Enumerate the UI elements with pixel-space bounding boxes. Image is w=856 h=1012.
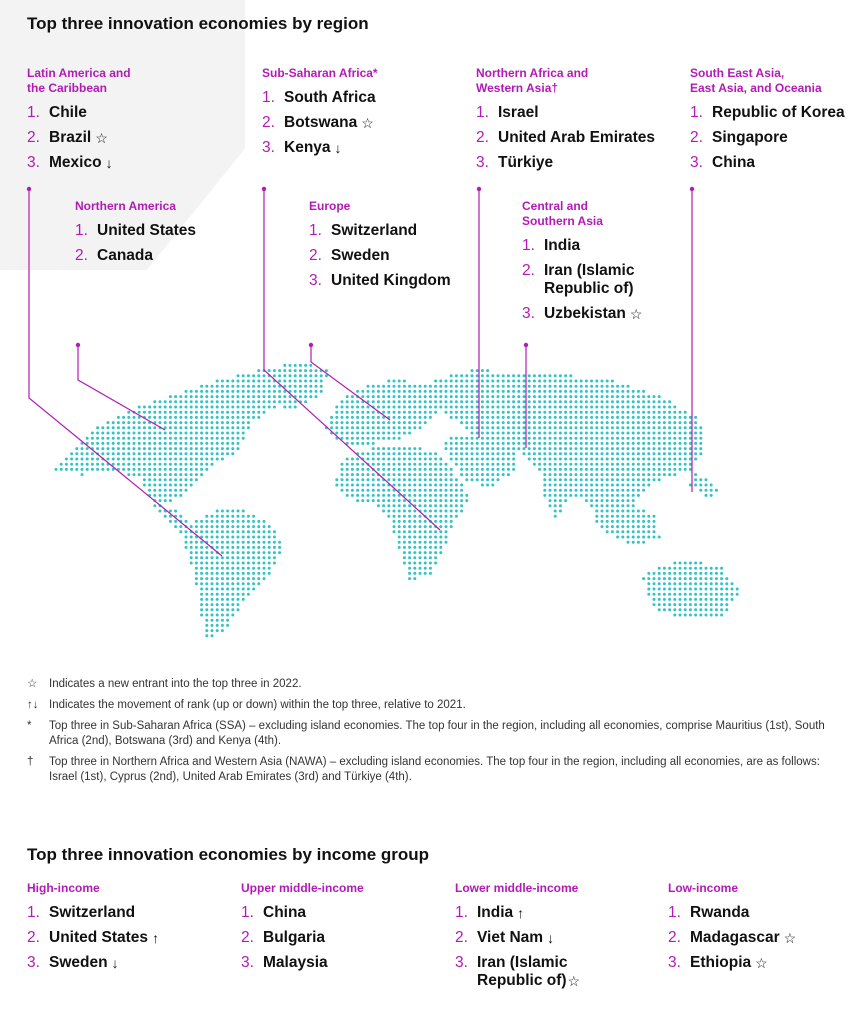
note-symbol: † bbox=[27, 756, 34, 768]
income-heading: Top three innovation economies by income group bbox=[27, 845, 430, 864]
rank-number: 3. bbox=[309, 272, 322, 289]
economy-name: United States bbox=[49, 929, 149, 946]
economy-name: Switzerland bbox=[49, 904, 136, 921]
rank-number: 1. bbox=[309, 222, 322, 239]
map-dots bbox=[55, 364, 739, 637]
ranking-item bbox=[476, 104, 655, 122]
ranking-item bbox=[241, 929, 364, 947]
rank-number: 1. bbox=[75, 222, 88, 239]
rank-number: 1. bbox=[27, 104, 40, 121]
rank-number: 1. bbox=[522, 237, 535, 254]
ranking-item bbox=[27, 154, 131, 172]
economy-name: Switzerland bbox=[331, 222, 418, 239]
rank-down-arrow-icon: ↓ bbox=[547, 930, 555, 946]
note-symbol: ↑↓ bbox=[27, 699, 39, 711]
rank-number: 3. bbox=[455, 954, 468, 971]
rank-number: 1. bbox=[455, 904, 468, 921]
ranking-item bbox=[309, 222, 451, 240]
rank-number: 2. bbox=[75, 247, 88, 264]
economy-name: Malaysia bbox=[263, 954, 328, 971]
rank-number: 1. bbox=[668, 904, 681, 921]
ranking-item bbox=[690, 104, 845, 122]
ranking-item bbox=[241, 954, 364, 972]
economy-name: Türkiye bbox=[498, 154, 554, 171]
connector-nam bbox=[78, 345, 165, 430]
ranking-item bbox=[668, 904, 796, 922]
rank-number: 1. bbox=[262, 89, 275, 106]
economy-name: Iran (Islamic Republic of) bbox=[477, 954, 568, 989]
economy-name: Mexico bbox=[49, 154, 102, 171]
note-rank-movement bbox=[27, 698, 847, 713]
rank-number: 1. bbox=[27, 904, 40, 921]
economy-name: Bulgaria bbox=[263, 929, 326, 946]
ranking-item bbox=[522, 237, 642, 255]
economy-name: Kenya bbox=[284, 139, 331, 156]
group-title: Latin America and the Caribbean bbox=[27, 66, 131, 95]
ranking-item bbox=[75, 247, 196, 265]
group-title: Northern Africa and Western Asia† bbox=[476, 66, 589, 95]
ranking-list bbox=[27, 904, 159, 972]
ranking-item bbox=[262, 139, 378, 157]
rank-number: 3. bbox=[522, 305, 535, 322]
region-heading: Top three innovation economies by region bbox=[27, 14, 369, 33]
note-ssa bbox=[27, 719, 847, 749]
ranking-item bbox=[522, 305, 642, 323]
region-central-southern-asia bbox=[522, 199, 642, 330]
note-text: Indicates the movement of rank (up or down) within the top three, relative to 2021. bbox=[49, 699, 466, 711]
rank-number: 3. bbox=[27, 154, 40, 171]
group-title: Low-income bbox=[668, 881, 739, 895]
ranking-item bbox=[309, 247, 451, 265]
region-europe bbox=[309, 199, 451, 297]
economy-name: United States bbox=[97, 222, 197, 239]
ranking-list bbox=[262, 89, 378, 157]
economy-name: Sweden bbox=[49, 954, 108, 971]
rank-number: 2. bbox=[27, 129, 40, 146]
ranking-item bbox=[455, 904, 580, 922]
note-symbol: * bbox=[27, 720, 32, 732]
ranking-item bbox=[27, 904, 159, 922]
ranking-list bbox=[668, 904, 796, 972]
group-title: Lower middle-income bbox=[455, 881, 579, 895]
rank-down-arrow-icon: ↓ bbox=[105, 155, 113, 171]
income-high bbox=[27, 881, 159, 979]
ranking-list bbox=[455, 904, 580, 990]
group-title: South East Asia, East Asia, and Oceania bbox=[690, 66, 822, 95]
ranking-list bbox=[27, 104, 131, 172]
note-text: Top three in Sub-Saharan Africa (SSA) – excluding island economies. The top four in the region, including all economies, comprise Mauritius (1st), South Africa (2nd), Botswana (3rd) and Kenya (4th). bbox=[49, 720, 825, 747]
ranking-item bbox=[522, 262, 642, 298]
ranking-item bbox=[690, 129, 845, 147]
economy-name: Republic of Korea bbox=[712, 104, 845, 121]
rank-up-arrow-icon: ↑ bbox=[517, 905, 525, 921]
ranking-item bbox=[309, 272, 451, 290]
ranking-item bbox=[455, 929, 580, 947]
rank-number: 2. bbox=[27, 929, 40, 946]
rank-down-arrow-icon: ↓ bbox=[111, 955, 119, 971]
economy-name: Canada bbox=[97, 247, 153, 264]
note-new-entrant bbox=[27, 677, 847, 692]
rank-number: 2. bbox=[309, 247, 322, 264]
ranking-item bbox=[262, 89, 378, 107]
ranking-list bbox=[241, 904, 364, 972]
group-title: High-income bbox=[27, 881, 100, 895]
region-south-east-asia-oceania bbox=[690, 66, 845, 179]
ranking-item bbox=[27, 954, 159, 972]
ranking-item bbox=[455, 954, 580, 990]
region-northern-africa-western-asia bbox=[476, 66, 655, 179]
rank-number: 3. bbox=[668, 954, 681, 971]
income-upper-middle bbox=[241, 881, 364, 979]
note-text: Indicates a new entrant into the top three in 2022. bbox=[49, 678, 302, 690]
income-low bbox=[668, 881, 796, 979]
rank-number: 3. bbox=[241, 954, 254, 971]
rank-number: 3. bbox=[262, 139, 275, 156]
economy-name: Botswana bbox=[284, 114, 358, 131]
economy-name: Uzbekistan bbox=[544, 305, 626, 322]
economy-name: United Arab Emirates bbox=[498, 129, 656, 146]
footnotes bbox=[27, 677, 847, 791]
rank-number: 2. bbox=[522, 262, 535, 279]
rank-number: 1. bbox=[476, 104, 489, 121]
group-title: Central and Southern Asia bbox=[522, 199, 603, 228]
economy-name: India bbox=[544, 237, 581, 254]
rank-up-arrow-icon: ↑ bbox=[152, 930, 160, 946]
ranking-item bbox=[27, 104, 131, 122]
note-nawa bbox=[27, 755, 847, 785]
economy-name: Iran (Islamic Republic of) bbox=[544, 262, 635, 297]
rank-number: 3. bbox=[690, 154, 703, 171]
economy-name: Singapore bbox=[712, 129, 788, 146]
connector-eur bbox=[311, 345, 390, 420]
new-entrant-star-icon: ☆ bbox=[629, 306, 643, 322]
economy-name: China bbox=[712, 154, 756, 171]
economy-name: Sweden bbox=[331, 247, 390, 264]
ranking-list bbox=[309, 222, 451, 290]
economy-name: China bbox=[263, 904, 307, 921]
group-title: Upper middle-income bbox=[241, 881, 364, 895]
ranking-list bbox=[476, 104, 655, 172]
rank-number: 1. bbox=[241, 904, 254, 921]
ranking-item bbox=[241, 904, 364, 922]
new-entrant-star-icon: ☆ bbox=[783, 930, 797, 946]
income-lower-middle bbox=[455, 881, 580, 997]
rank-number: 3. bbox=[27, 954, 40, 971]
new-entrant-star-icon: ☆ bbox=[361, 115, 374, 131]
economy-name: Rwanda bbox=[690, 904, 750, 921]
new-entrant-star-icon: ☆ bbox=[755, 955, 768, 971]
economy-name: Brazil bbox=[49, 129, 92, 146]
region-latin-america bbox=[27, 66, 131, 179]
ranking-item bbox=[27, 129, 131, 147]
economy-name: Israel bbox=[498, 104, 539, 121]
ranking-item bbox=[668, 954, 796, 972]
note-text: Top three in Northern Africa and Western Asia (NAWA) – excluding island economies. The top four in the region, including all economies, are as follows: Israel (1st), Cyprus (2nd), United Arab Emirates (3rd) and Türkiye (4th). bbox=[49, 756, 820, 783]
ranking-item bbox=[476, 129, 655, 147]
ranking-item bbox=[27, 929, 159, 947]
new-entrant-star-icon: ☆ bbox=[567, 973, 581, 989]
group-title: Northern America bbox=[75, 199, 176, 213]
rank-number: 2. bbox=[241, 929, 254, 946]
ranking-list bbox=[690, 104, 845, 172]
rank-number: 2. bbox=[262, 114, 275, 131]
ranking-item bbox=[668, 929, 796, 947]
ranking-item bbox=[690, 154, 845, 172]
rank-number: 1. bbox=[690, 104, 703, 121]
note-symbol: ☆ bbox=[27, 678, 38, 690]
economy-name: Chile bbox=[49, 104, 87, 121]
rank-number: 2. bbox=[455, 929, 468, 946]
region-sub-saharan-africa bbox=[262, 66, 378, 164]
economy-name: India bbox=[477, 904, 514, 921]
rank-number: 3. bbox=[476, 154, 489, 171]
ranking-item bbox=[262, 114, 378, 132]
rank-number: 2. bbox=[476, 129, 489, 146]
rank-down-arrow-icon: ↓ bbox=[334, 140, 342, 156]
group-title: Sub-Saharan Africa* bbox=[262, 66, 378, 80]
rank-number: 2. bbox=[690, 129, 703, 146]
economy-name: Ethiopia bbox=[690, 954, 752, 971]
new-entrant-star-icon: ☆ bbox=[95, 130, 108, 146]
ranking-item bbox=[75, 222, 196, 240]
rank-number: 2. bbox=[668, 929, 681, 946]
ranking-item bbox=[476, 154, 655, 172]
ranking-list bbox=[75, 222, 196, 265]
economy-name: South Africa bbox=[284, 89, 376, 106]
economy-name: Madagascar bbox=[690, 929, 780, 946]
economy-name: United Kingdom bbox=[331, 272, 451, 289]
group-title: Europe bbox=[309, 199, 351, 213]
region-northern-america bbox=[75, 199, 196, 272]
economy-name: Viet Nam bbox=[477, 929, 544, 946]
ranking-list bbox=[522, 237, 642, 323]
